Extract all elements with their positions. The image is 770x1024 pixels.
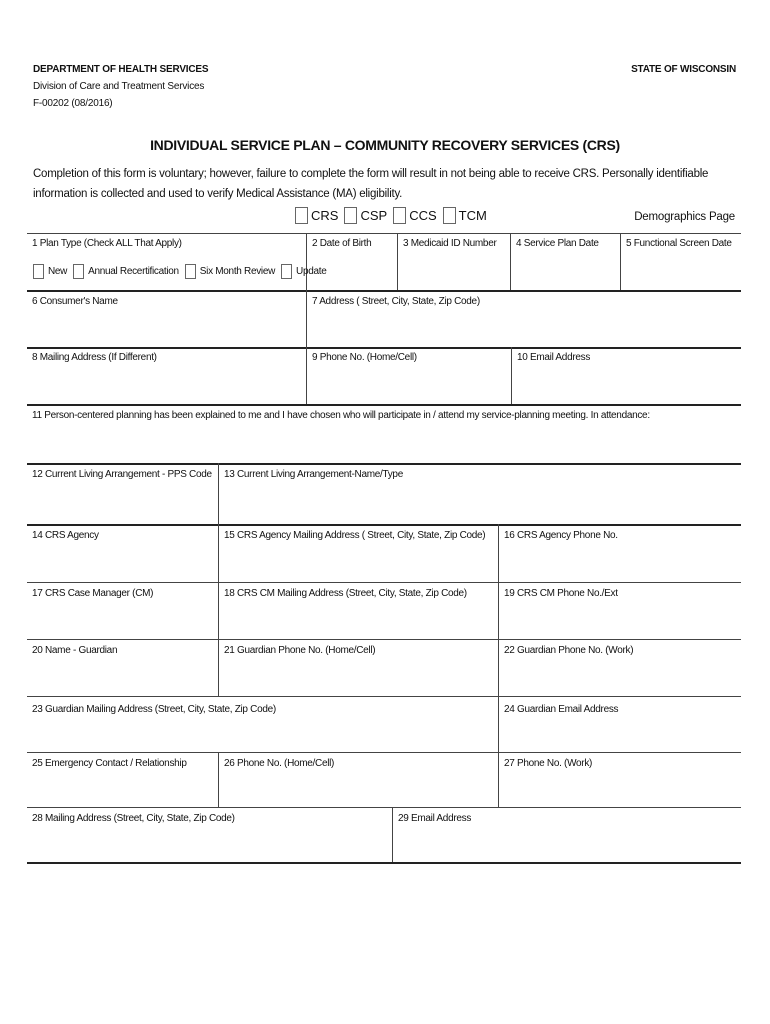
rule [27,696,741,697]
divider [620,233,621,290]
option-annual-recertification: Annual Recertification [88,266,179,277]
field-guardian-phone-home[interactable]: 21 Guardian Phone No. (Home/Cell) [224,645,376,656]
field-functional-screen-date[interactable]: 5 Functional Screen Date [626,238,732,249]
field-pps-code[interactable]: 12 Current Living Arrangement - PPS Code [32,469,212,480]
divider [397,233,398,290]
field-service-plan-date[interactable]: 4 Service Plan Date [516,238,599,249]
program-ccs[interactable]: CCS [393,207,436,224]
checkbox-tcm[interactable] [443,207,456,224]
divider [306,233,307,290]
field-emergency-email[interactable]: 29 Email Address [398,813,472,824]
rule [27,807,741,808]
divider [498,752,499,807]
option-update: Update [296,266,327,277]
field-agency-phone[interactable]: 16 CRS Agency Phone No. [504,530,618,541]
divider [218,463,219,524]
rule [27,582,741,583]
plan-type-options [33,264,326,279]
field-cm-phone[interactable]: 19 CRS CM Phone No./Ext [504,588,618,599]
rule [27,404,741,406]
field-attendance[interactable]: 11 Person-centered planning has been explained to me and I have chosen who will participate in / attend my service-planning meeting. In attendance: [32,410,650,421]
field-agency-address[interactable]: 15 CRS Agency Mailing Address ( Street, City, State, Zip Code) [224,530,486,541]
field-date-of-birth[interactable]: 2 Date of Birth [312,238,372,249]
field-address[interactable]: 7 Address ( Street, City, State, Zip Code) [312,296,480,307]
field-plan-type: 1 Plan Type (Check ALL That Apply) [32,238,182,249]
field-cm-address[interactable]: 18 CRS CM Mailing Address (Street, City, State, Zip Code) [224,588,467,599]
program-crs[interactable]: CRS [295,207,338,224]
field-mailing-address[interactable]: 8 Mailing Address (If Different) [32,352,157,363]
program-checkboxes [295,207,487,224]
state-name: STATE OF WISCONSIN [631,64,736,75]
field-emergency-phone-home[interactable]: 26 Phone No. (Home/Cell) [224,758,335,769]
form-id: F-00202 (08/2016) [33,98,113,109]
rule [27,524,741,526]
field-guardian-name[interactable]: 20 Name - Guardian [32,645,118,656]
rule [27,290,741,292]
rule [27,752,741,753]
checkbox-update[interactable] [281,264,292,279]
field-guardian-email[interactable]: 24 Guardian Email Address [504,704,619,715]
rule [27,862,741,864]
field-medicaid-id[interactable]: 3 Medicaid ID Number [403,238,497,249]
checkbox-ccs[interactable] [393,207,406,224]
checkbox-annual-recertification[interactable] [73,264,84,279]
checkbox-crs[interactable] [295,207,308,224]
divider [218,524,219,696]
option-six-month-review: Six Month Review [199,266,276,277]
rule [27,463,741,465]
department-name: DEPARTMENT OF HEALTH SERVICES [33,64,209,75]
field-guardian-address[interactable]: 23 Guardian Mailing Address (Street, City, State, Zip Code) [32,704,276,715]
divider [498,524,499,752]
divider [218,752,219,807]
divider [392,807,393,862]
field-guardian-phone-work[interactable]: 22 Guardian Phone No. (Work) [504,645,634,656]
rule [27,639,741,640]
checkbox-csp[interactable] [344,207,357,224]
program-csp[interactable]: CSP [344,207,387,224]
field-living-arrangement[interactable]: 13 Current Living Arrangement-Name/Type [224,469,403,480]
rule [27,233,741,234]
field-emergency-contact[interactable]: 25 Emergency Contact / Relationship [32,758,187,769]
field-email[interactable]: 10 Email Address [517,352,591,363]
option-new: New [48,266,68,277]
division-name: Division of Care and Treatment Services [33,81,205,92]
checkbox-six-month-review[interactable] [185,264,196,279]
field-consumer-name[interactable]: 6 Consumer's Name [32,296,118,307]
intro-text: Completion of this form is voluntary; however, failure to complete the form will result in not being able to receive CRS. Personally identifiable information is collected and used to verify Medical Assistance (MA) eligibility. [33,168,709,200]
form-title: INDIVIDUAL SERVICE PLAN – COMMUNITY RECOVERY SERVICES (CRS) [150,137,620,153]
checkbox-new[interactable] [33,264,44,279]
divider [510,233,511,290]
field-phone[interactable]: 9 Phone No. (Home/Cell) [312,352,417,363]
field-emergency-phone-work[interactable]: 27 Phone No. (Work) [504,758,593,769]
rule [27,347,741,349]
divider [511,347,512,404]
divider [306,290,307,404]
demographics-label: Demographics Page [634,211,735,223]
program-tcm[interactable]: TCM [443,207,487,224]
field-emergency-address[interactable]: 28 Mailing Address (Street, City, State, Zip Code) [32,813,235,824]
field-crs-agency[interactable]: 14 CRS Agency [32,530,99,541]
field-case-manager[interactable]: 17 CRS Case Manager (CM) [32,588,154,599]
